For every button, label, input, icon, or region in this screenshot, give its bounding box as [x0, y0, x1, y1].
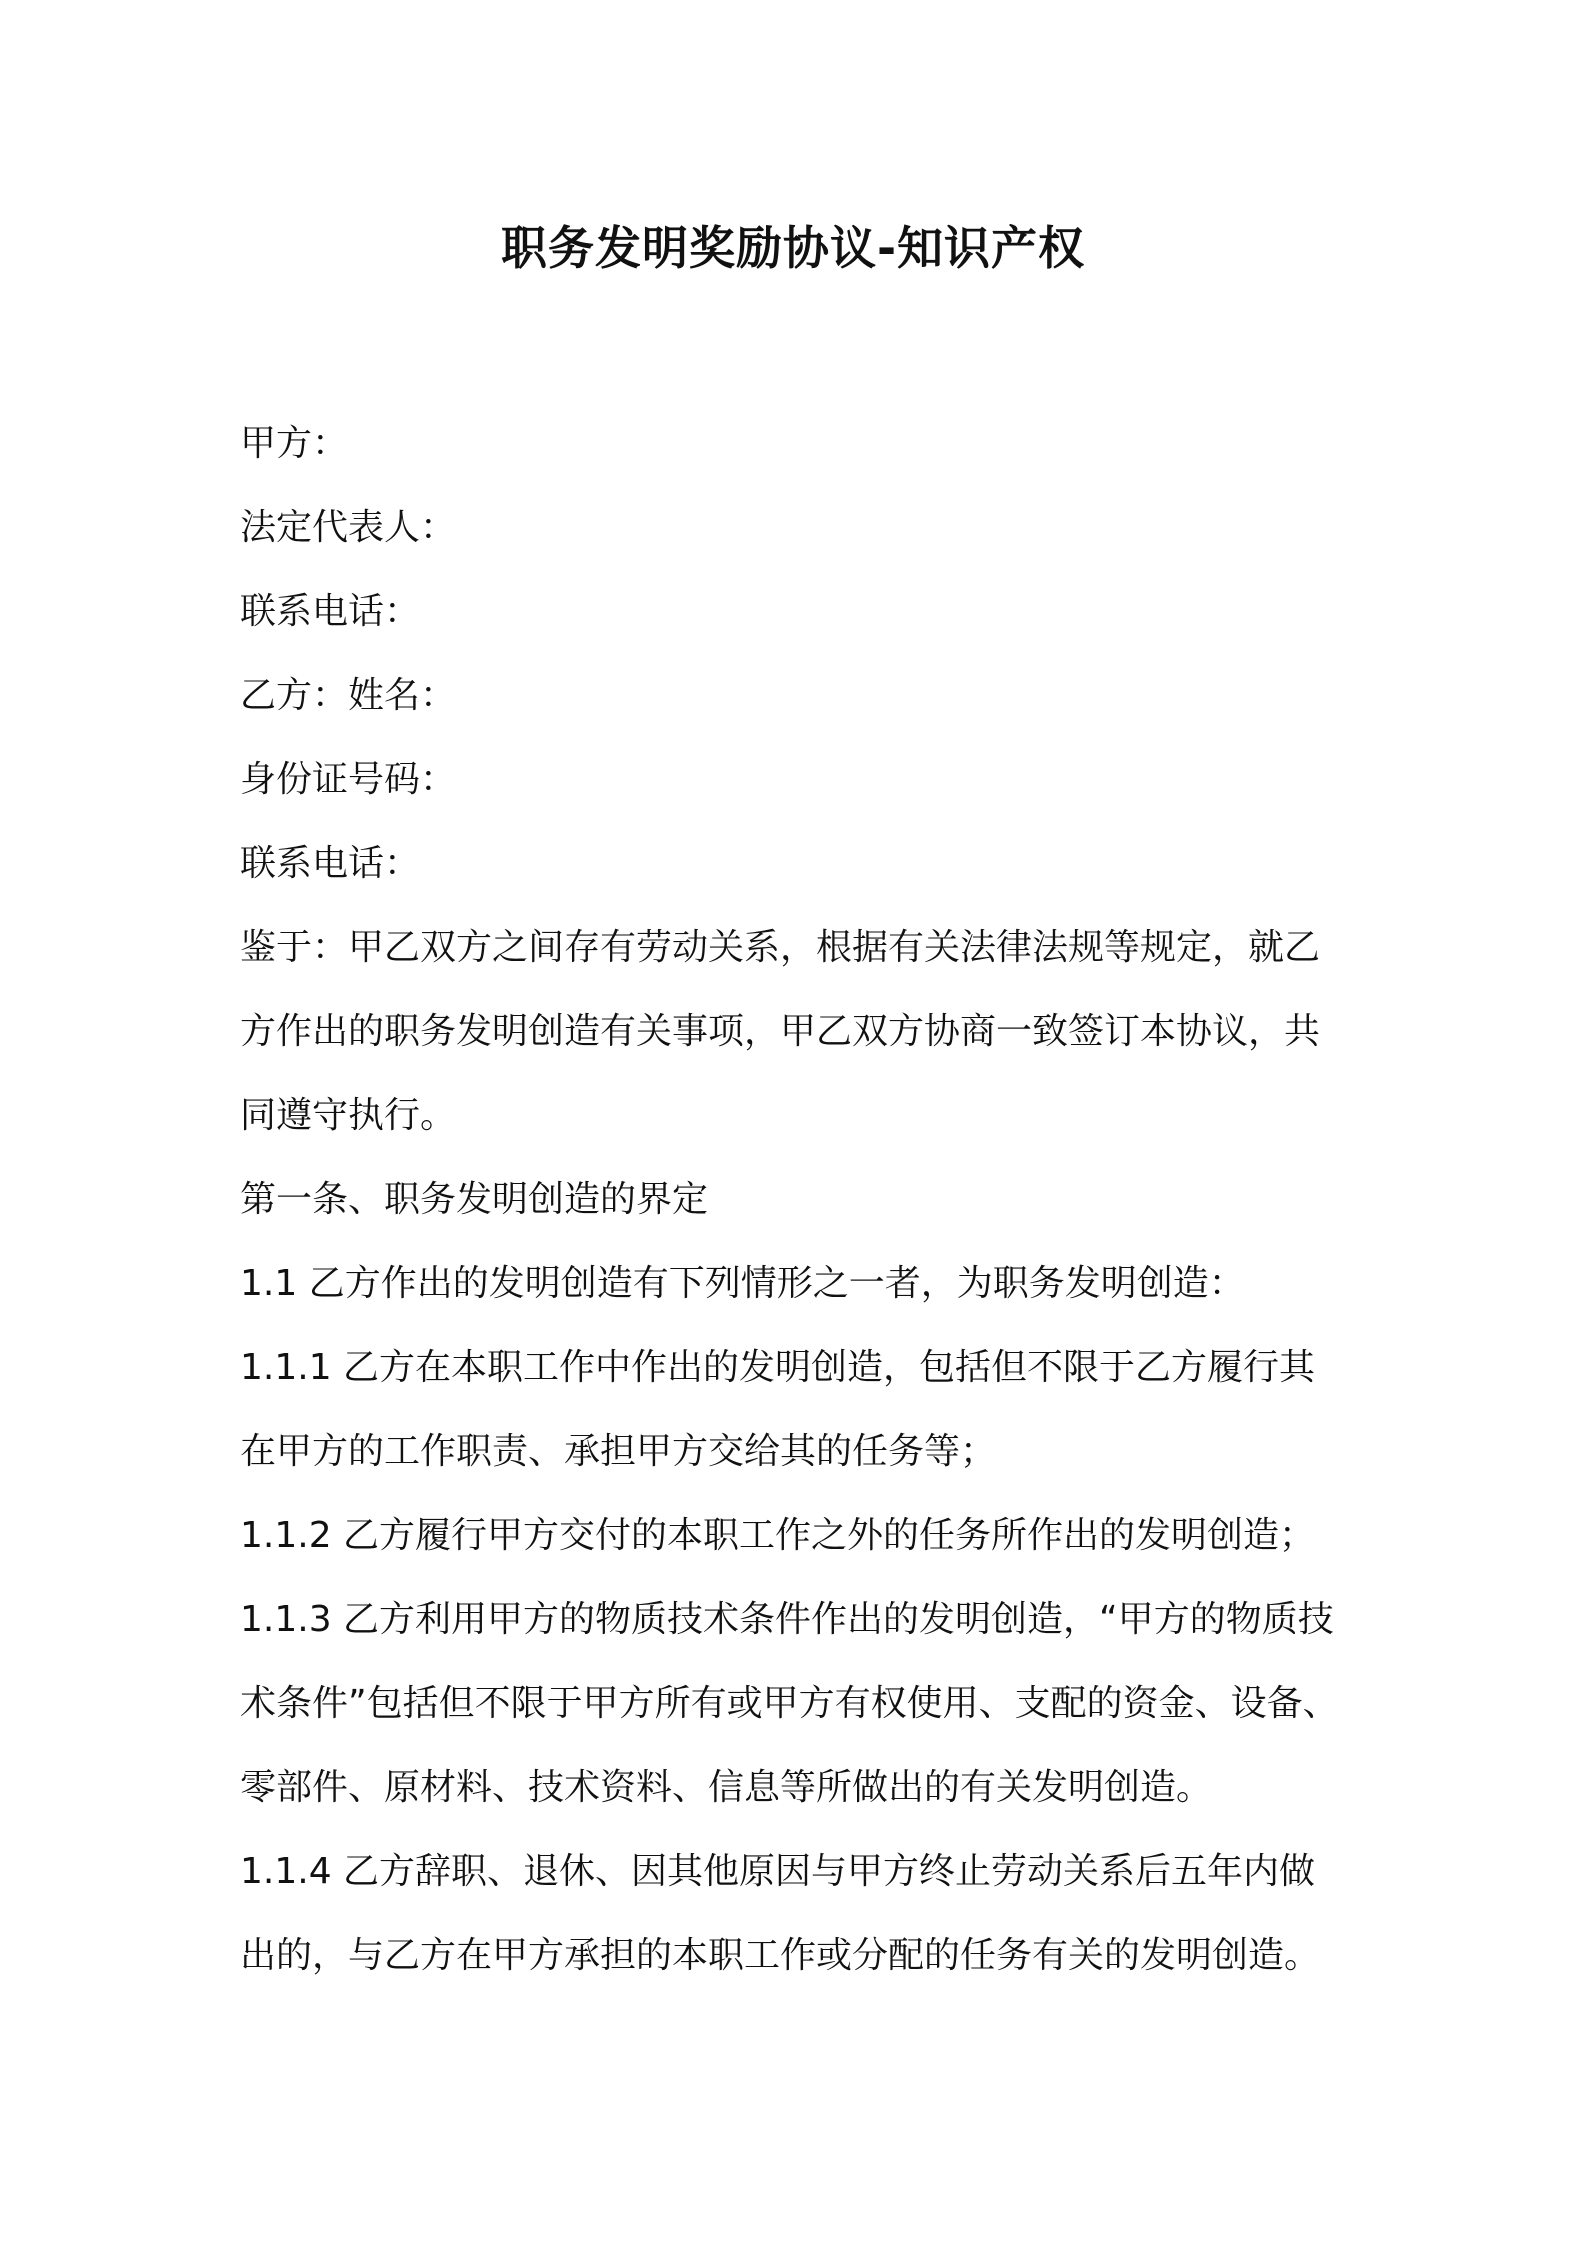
- document-title: 职务发明奖励协议-知识产权: [500, 221, 1086, 275]
- clause-1-1-1-line-1: 1.1.1 乙方在本职工作中作出的发明创造，包括但不限于乙方履行其: [240, 1347, 1316, 1388]
- article-1-heading: 第一条、职务发明创造的界定: [240, 1179, 709, 1220]
- party-b-name-label: 乙方：姓名：: [240, 675, 457, 716]
- recital-line-3: 同遵守执行。: [240, 1095, 457, 1136]
- party-a-phone-label: 联系电话：: [240, 591, 421, 632]
- clause-1-1: 1.1 乙方作出的发明创造有下列情形之一者，为职务发明创造：: [240, 1263, 1245, 1304]
- id-number-label: 身份证号码：: [240, 759, 457, 800]
- recital-line-1: 鉴于：甲乙双方之间存有劳动关系，根据有关法律法规等规定，就乙: [240, 927, 1321, 968]
- clause-1-1-2: 1.1.2 乙方履行甲方交付的本职工作之外的任务所作出的发明创造；: [240, 1515, 1316, 1556]
- party-b-phone-label: 联系电话：: [240, 843, 421, 884]
- clause-1-1-4-line-1: 1.1.4 乙方辞职、退休、因其他原因与甲方终止劳动关系后五年内做: [240, 1851, 1316, 1892]
- recital-line-2: 方作出的职务发明创造有关事项，甲乙双方协商一致签订本协议，共: [240, 1011, 1321, 1052]
- clause-1-1-1-line-2: 在甲方的工作职责、承担甲方交给其的任务等；: [240, 1431, 997, 1472]
- clause-1-1-3-line-1: 1.1.3 乙方利用甲方的物质技术条件作出的发明创造，“甲方的物质技: [240, 1599, 1334, 1640]
- clause-1-1-3-line-2: 术条件”包括但不限于甲方所有或甲方有权使用、支配的资金、设备、: [240, 1683, 1339, 1724]
- party-a-label: 甲方：: [240, 423, 349, 464]
- document-body: [240, 402, 1360, 1998]
- legal-representative-label: 法定代表人：: [240, 507, 457, 548]
- clause-1-1-4-line-2: 出的，与乙方在甲方承担的本职工作或分配的任务有关的发明创造。: [240, 1935, 1321, 1976]
- clause-1-1-3-line-3: 零部件、原材料、技术资料、信息等所做出的有关发明创造。: [240, 1767, 1213, 1808]
